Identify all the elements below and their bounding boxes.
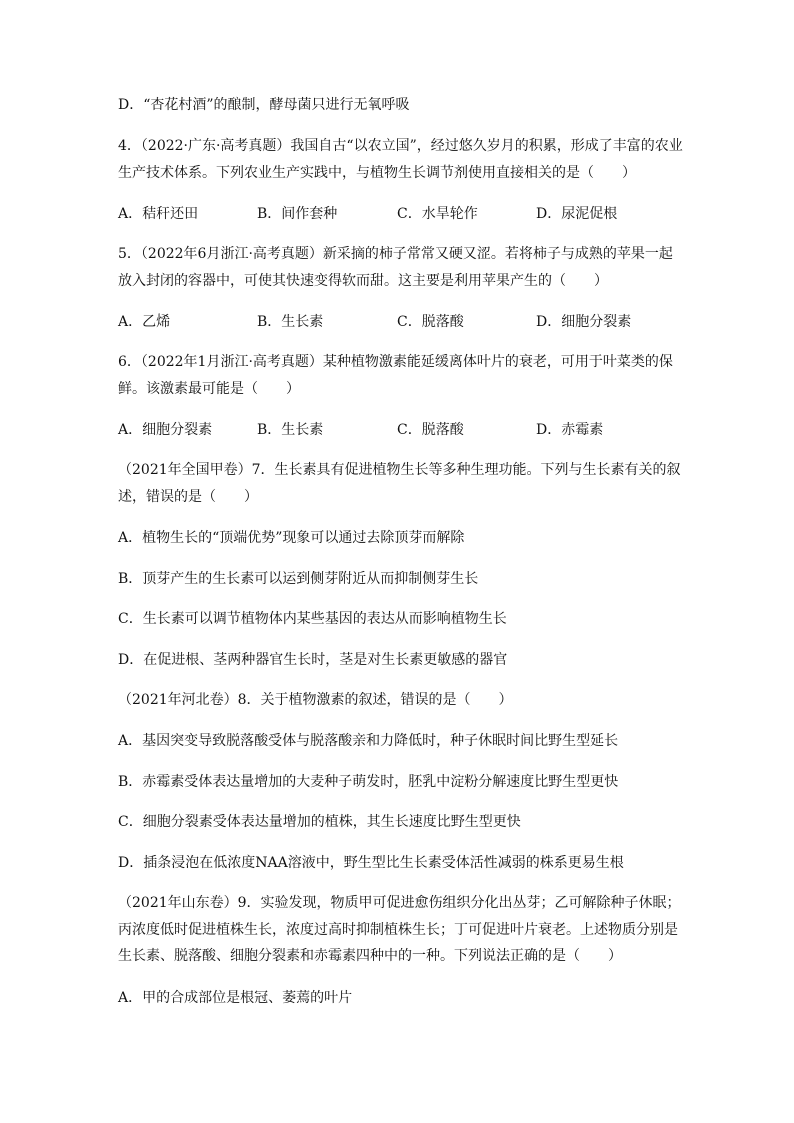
question-5-stem: 5．（2022年6月浙江·高考真题）新采摘的柿子常常又硬又涩。若将柿子与成熟的苹果一起 bbox=[118, 246, 673, 262]
option-d: D．在促进根、茎两种器官生长时，茎是对生长素更敏感的器官 bbox=[118, 652, 508, 668]
option-a: A．甲的合成部位是根冠、萎蔫的叶片 bbox=[118, 990, 353, 1006]
option-d: D．赤霉素 bbox=[536, 422, 604, 438]
option-b: B．生长素 bbox=[257, 422, 324, 438]
question-4-stem: 4．（2022·广东·高考真题）我国自古“以农立国”，经过悠久岁月的积累，形成了丰富的农业 bbox=[118, 138, 683, 154]
option-b: B．顶芽产生的生长素可以运到侧芽附近从而抑制侧芽生长 bbox=[118, 571, 479, 587]
question-8-stem: （2021年河北卷）8．关于植物激素的叙述，错误的是（ ） bbox=[118, 692, 513, 708]
option-a: A．细胞分裂素 bbox=[118, 422, 213, 438]
option-b: B．生长素 bbox=[257, 314, 324, 330]
option-d: D．细胞分裂素 bbox=[536, 314, 632, 330]
question-7-stem-cont: 述，错误的是（ ） bbox=[118, 489, 258, 505]
option-b: B．间作套种 bbox=[257, 206, 338, 222]
option-a: A．乙烯 bbox=[118, 314, 171, 330]
option-d: D．尿泥促根 bbox=[536, 206, 618, 222]
question-7-stem: （2021年全国甲卷）7．生长素具有促进植物生长等多种生理功能。下列与生长素有关的叙 bbox=[118, 462, 681, 478]
question-9-stem-cont: 丙浓度低时促进植株生长，浓度过高时抑制植株生长；丁可促进叶片衰老。上述物质分别是 bbox=[118, 922, 678, 938]
question-6-stem-cont: 鲜。该激素最可能是（ ） bbox=[118, 381, 300, 397]
question-5-stem-cont: 放入封闭的容器中，可使其快速变得软而甜。这主要是利用苹果产生的（ ） bbox=[118, 273, 608, 289]
question-9-stem: （2021年山东卷）9．实验发现，物质甲可促进愈伤组织分化出丛芽；乙可解除种子休眠； bbox=[118, 895, 681, 911]
option-a: A．基因突变导致脱落酸受体与脱落酸亲和力降低时，种子休眠时间比野生型延长 bbox=[118, 733, 619, 749]
option-c: C．脱落酸 bbox=[397, 422, 464, 438]
option-c: C．生长素可以调节植物体内某些基因的表达从而影响植物生长 bbox=[118, 611, 507, 627]
question-6-stem: 6．（2022年1月浙江·高考真题）某种植物激素能延缓离体叶片的衰老，可用于叶菜类的保 bbox=[118, 354, 673, 370]
option-b: B．赤霉素受体表达量增加的大麦种子萌发时，胚乳中淀粉分解速度比野生型更快 bbox=[118, 774, 619, 790]
option-c: C．细胞分裂素受体表达量增加的植株，其生长速度比野生型更快 bbox=[118, 814, 521, 830]
question-9-stem-cont: 生长素、脱落酸、细胞分裂素和赤霉素四种中的一种。下列说法正确的是（ ） bbox=[118, 948, 622, 964]
option-c: C．脱落酸 bbox=[397, 314, 464, 330]
text-line: D．“杏花村酒”的酿制，酵母菌只进行无氧呼吸 bbox=[118, 97, 410, 113]
option-a: A．植物生长的“顶端优势”现象可以通过去除顶芽而解除 bbox=[118, 530, 465, 546]
question-4-stem-cont: 生产技术体系。下列农业生产实践中，与植物生长调节剂使用直接相关的是（ ） bbox=[118, 165, 636, 181]
option-c: C．水旱轮作 bbox=[397, 206, 478, 222]
option-a: A．秸秆还田 bbox=[118, 206, 199, 222]
option-d: D．插条浸泡在低浓度NAA溶液中，野生型比生长素受体活性减弱的株系更易生根 bbox=[118, 855, 624, 871]
